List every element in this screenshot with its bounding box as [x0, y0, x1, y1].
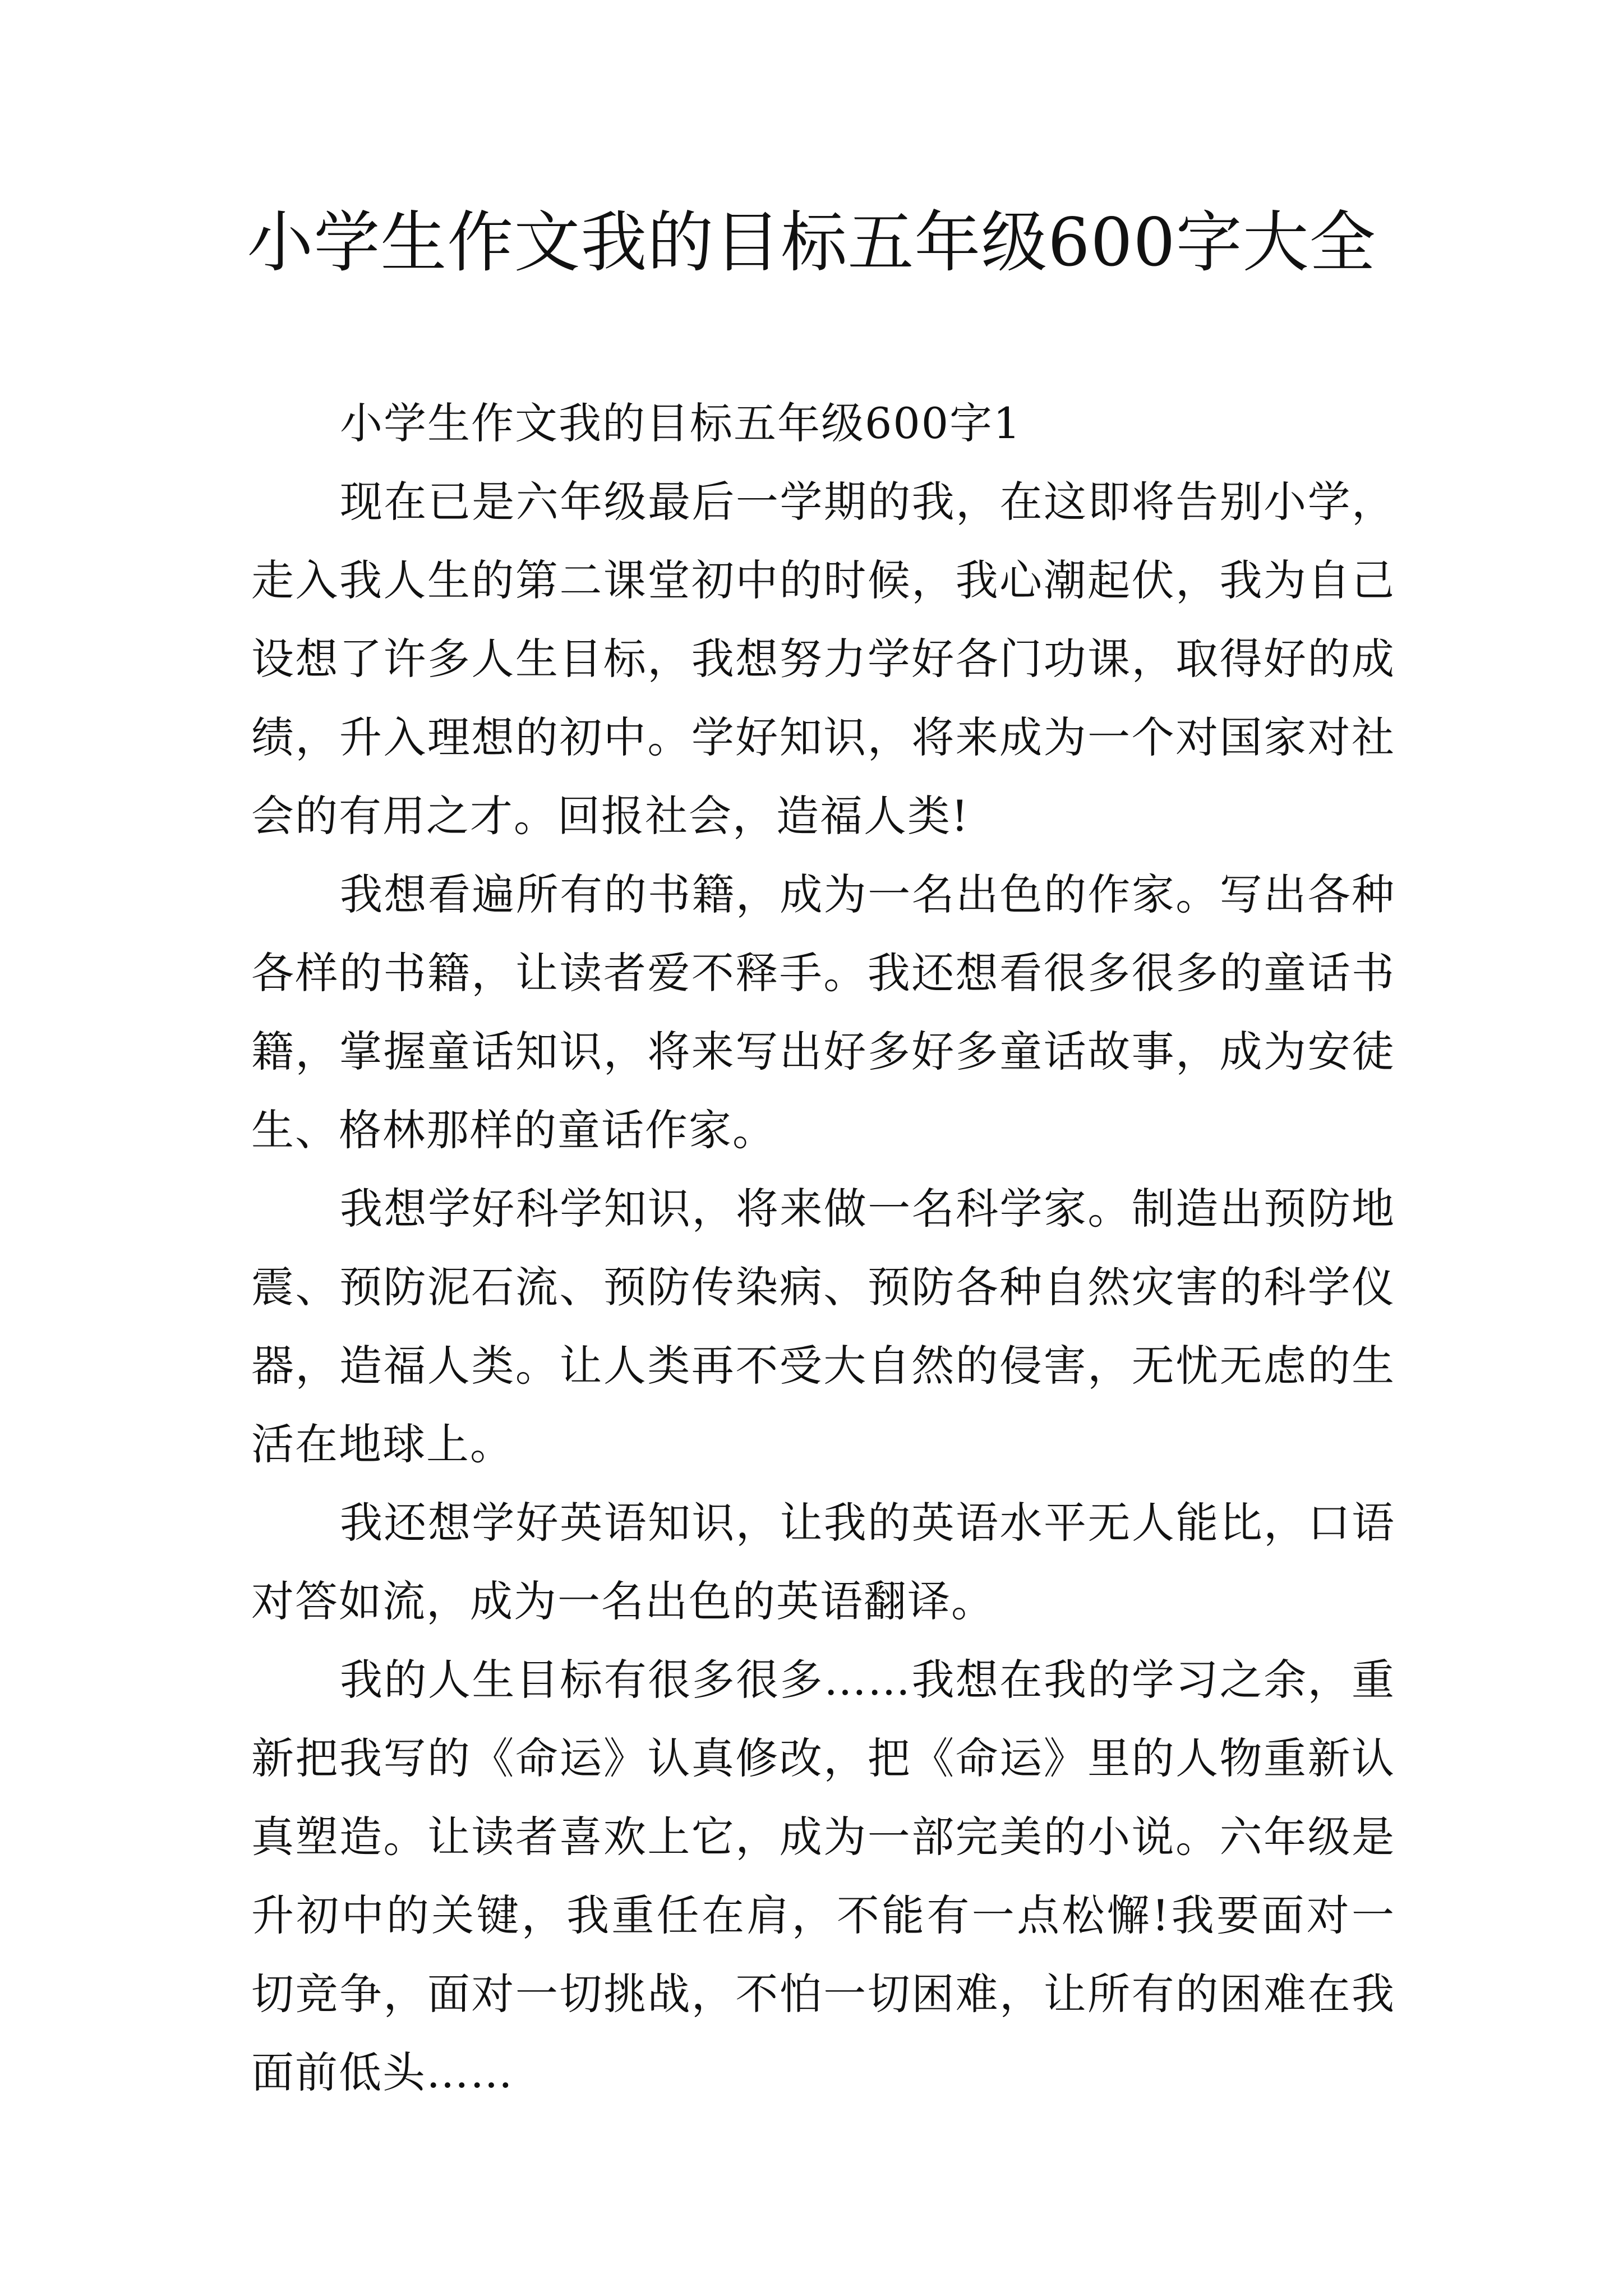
- paragraph-5: 我的人生目标有很多很多……我想在我的学习之余，重新把我写的《命运》认真修改，把《命运》里的人物重新认真塑造。让读者喜欢上它，成为一部完美的小说。六年级是升初中的关键，我重任在肩，不能有一点松懈!我要面对一切竞争，面对一切挑战，不怕一切困难，让所有的困难在我面前低头……: [251, 1655, 1395, 2097]
- document-title: 小学生作文我的目标五年级600字大全: [247, 204, 1376, 281]
- paragraph-4: 我还想学好英语知识，让我的英语水平无人能比，口语对答如流，成为一名出色的英语翻译。: [251, 1498, 1395, 1626]
- paragraph-1: 现在已是六年级最后一学期的我，在这即将告别小学，走入我人生的第二课堂初中的时候，我心潮起伏，我为自己设想了许多人生目标，我想努力学好各门功课，取得好的成绩，升入理想的初中。学好知识，将来成为一个对国家对社会的有用之才。回报社会，造福人类!: [251, 477, 1395, 841]
- paragraph-3: 我想学好科学知识，将来做一名科学家。制造出预防地震、预防泥石流、预防传染病、预防各种自然灾害的科学仪器，造福人类。让人类再不受大自然的侵害，无忧无虑的生活在地球上。: [251, 1184, 1395, 1469]
- paragraph-2: 我想看遍所有的书籍，成为一名出色的作家。写出各种各样的书籍，让读者爱不释手。我还想看很多很多的童话书籍，掌握童话知识，将来写出好多好多童话故事，成为安徒生、格林那样的童话作家。: [251, 869, 1395, 1155]
- section-heading: 小学生作文我的目标五年级600字1: [340, 398, 1022, 448]
- document-body: [251, 384, 1395, 2112]
